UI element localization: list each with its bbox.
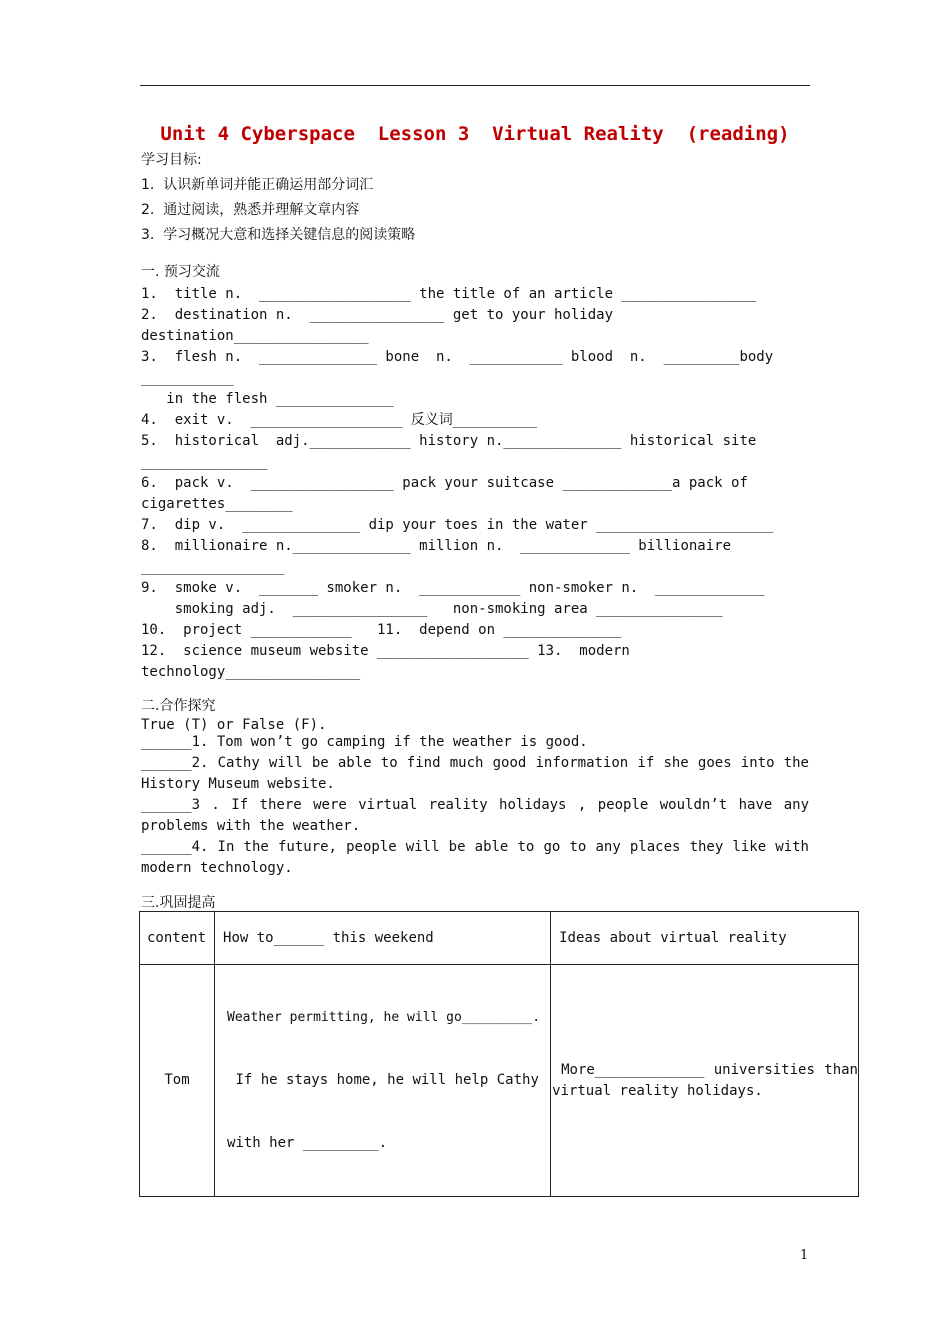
antonym-blank: __________: [452, 412, 538, 428]
header-rule: [140, 85, 810, 86]
row-ideas: [551, 965, 859, 1197]
table-row: [140, 965, 859, 1197]
page-number: 1: [800, 1248, 809, 1263]
vocab-line: in the flesh ______________: [141, 391, 394, 407]
row-name: Tom: [140, 965, 215, 1197]
section2-heading: 二.合作探究: [141, 698, 216, 714]
vocab-line: 1. title n. __________________ the title of an article ________________: [141, 286, 757, 302]
summary-table: [139, 911, 859, 1197]
vocab-line: _________________: [141, 559, 285, 575]
tf-question: ______4. In the future, people will be able to go to any places they like with: [141, 839, 809, 855]
plan-line: Weather permitting, he will go_________.: [227, 1010, 541, 1025]
section1-heading: 一. 预习交流: [141, 264, 220, 280]
row-plan: [215, 965, 551, 1197]
vocab-line: destination________________: [141, 328, 369, 344]
idea-line: More_____________ universities than: [561, 1061, 858, 1078]
vocab-line: 3. flesh n. ______________ bone n. ___________ blood n. _________body: [141, 349, 774, 365]
vocab-line: _______________: [141, 454, 268, 470]
tf-question-cont: modern technology.: [141, 860, 293, 876]
objectives-heading: 学习目标:: [141, 152, 202, 168]
header-content: content: [140, 912, 215, 965]
vocab-line: technology________________: [141, 664, 361, 680]
header-plan: How to______ this weekend: [215, 912, 551, 965]
vocab-exit-text: 4. exit v. __________________: [141, 412, 411, 428]
objective-item: 3. 学习概况大意和选择关键信息的阅读策略: [141, 227, 416, 243]
vocab-line: 9. smoke v. _______ smoker n. ____________ non-smoker n. _____________: [141, 580, 765, 596]
tf-question: ______2. Cathy will be able to find much good information if she goes into the: [141, 755, 809, 771]
plan-line: with her _________.: [227, 1135, 388, 1151]
vocab-line: 2. destination n. ________________ get to your holiday: [141, 307, 614, 323]
objective-item: 2. 通过阅读，熟悉并理解文章内容: [141, 202, 360, 218]
vocab-line-exit: [141, 411, 537, 429]
vocab-line: cigarettes________: [141, 496, 293, 512]
vocab-line: smoking adj. ________________ non-smoking area _______________: [141, 601, 723, 617]
idea-line: virtual reality holidays.: [552, 1082, 763, 1099]
vocab-line: 8. millionaire n.______________ million n. _____________ billionaire: [141, 538, 732, 554]
tf-instruction: True (T) or False (F).: [141, 717, 327, 733]
vocab-line: ___________: [141, 370, 234, 386]
vocab-line: 10. project ____________ 11. depend on ______________: [141, 622, 622, 638]
vocab-line: 6. pack v. _________________ pack your suitcase _____________a pack of: [141, 475, 748, 491]
objective-item: 1. 认识新单词并能正确运用部分词汇: [141, 177, 374, 193]
plan-line: If he stays home, he will help Cathy: [227, 1072, 539, 1088]
tf-question: ______3 . If there were virtual reality holidays , people wouldn’t have any: [141, 797, 809, 813]
tf-question-cont: History Museum website.: [141, 776, 335, 792]
lesson-title: Unit 4 Cyberspace Lesson 3 Virtual Reality (reading): [160, 123, 790, 145]
vocab-line: 7. dip v. ______________ dip your toes in the water _____________________: [141, 517, 774, 533]
vocab-line: 5. historical adj.____________ history n.______________ historical site: [141, 433, 757, 449]
table-header-row: [140, 912, 859, 965]
section3-heading: 三.巩固提高: [141, 895, 216, 911]
header-ideas: Ideas about virtual reality: [551, 912, 859, 965]
vocab-line: 12. science museum website __________________ 13. modern: [141, 643, 630, 659]
tf-question: ______1. Tom won’t go camping if the weather is good.: [141, 734, 588, 750]
antonym-label: 反义词: [410, 412, 453, 428]
tf-question-cont: problems with the weather.: [141, 818, 361, 834]
